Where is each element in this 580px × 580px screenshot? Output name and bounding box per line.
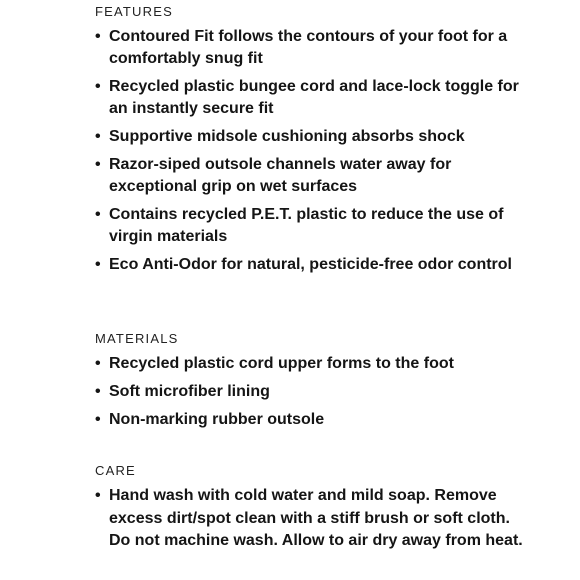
materials-list (95, 353, 535, 431)
bullet-icon: • (95, 411, 101, 428)
care-section (95, 463, 535, 559)
materials-heading: MATERIALS (95, 331, 179, 346)
features-list (95, 26, 535, 276)
bullet-icon: • (95, 206, 101, 223)
list-item-text: Recycled plastic cord upper forms to the foot (109, 355, 454, 372)
list-item (95, 126, 535, 148)
list-item (95, 76, 535, 120)
list-item (95, 254, 535, 276)
bullet-icon: • (95, 28, 101, 45)
care-list (95, 485, 535, 553)
bullet-icon: • (95, 78, 101, 95)
list-item-text: Non-marking rubber outsole (109, 411, 325, 428)
list-item (95, 353, 535, 375)
bullet-icon: • (95, 256, 101, 273)
list-item-text: Contoured Fit follows the contours of your foot for a comfortably snug fit (109, 28, 508, 67)
list-item-text: Soft microfiber lining (109, 383, 270, 400)
list-item (95, 204, 535, 248)
list-item (95, 26, 535, 70)
bullet-icon: • (95, 156, 101, 173)
bullet-icon: • (95, 355, 101, 372)
bullet-icon: • (95, 128, 101, 145)
features-heading: FEATURES (95, 4, 173, 19)
list-item-text: Supportive midsole cushioning absorbs shock (109, 128, 465, 145)
list-item-text: Recycled plastic bungee cord and lace-lock toggle for an instantly secure fit (109, 78, 519, 117)
materials-section (95, 331, 535, 437)
bullet-icon: • (95, 383, 101, 400)
list-item-text: Eco Anti-Odor for natural, pesticide-free odor control (109, 256, 512, 273)
list-item (95, 485, 535, 553)
list-item (95, 381, 535, 403)
list-item-text: Razor-siped outsole channels water away for exceptional grip on wet surfaces (109, 156, 452, 195)
care-heading: CARE (95, 463, 136, 478)
list-item-text: Contains recycled P.E.T. plastic to reduce the use of virgin materials (109, 206, 504, 245)
list-item (95, 409, 535, 431)
bullet-icon: • (95, 487, 101, 504)
features-section (95, 4, 535, 282)
list-item-text: Hand wash with cold water and mild soap. Remove excess dirt/spot clean with a stiff brush or soft cloth. Do not machine wash. Allow to air dry away from heat. (109, 487, 523, 549)
list-item (95, 154, 535, 198)
